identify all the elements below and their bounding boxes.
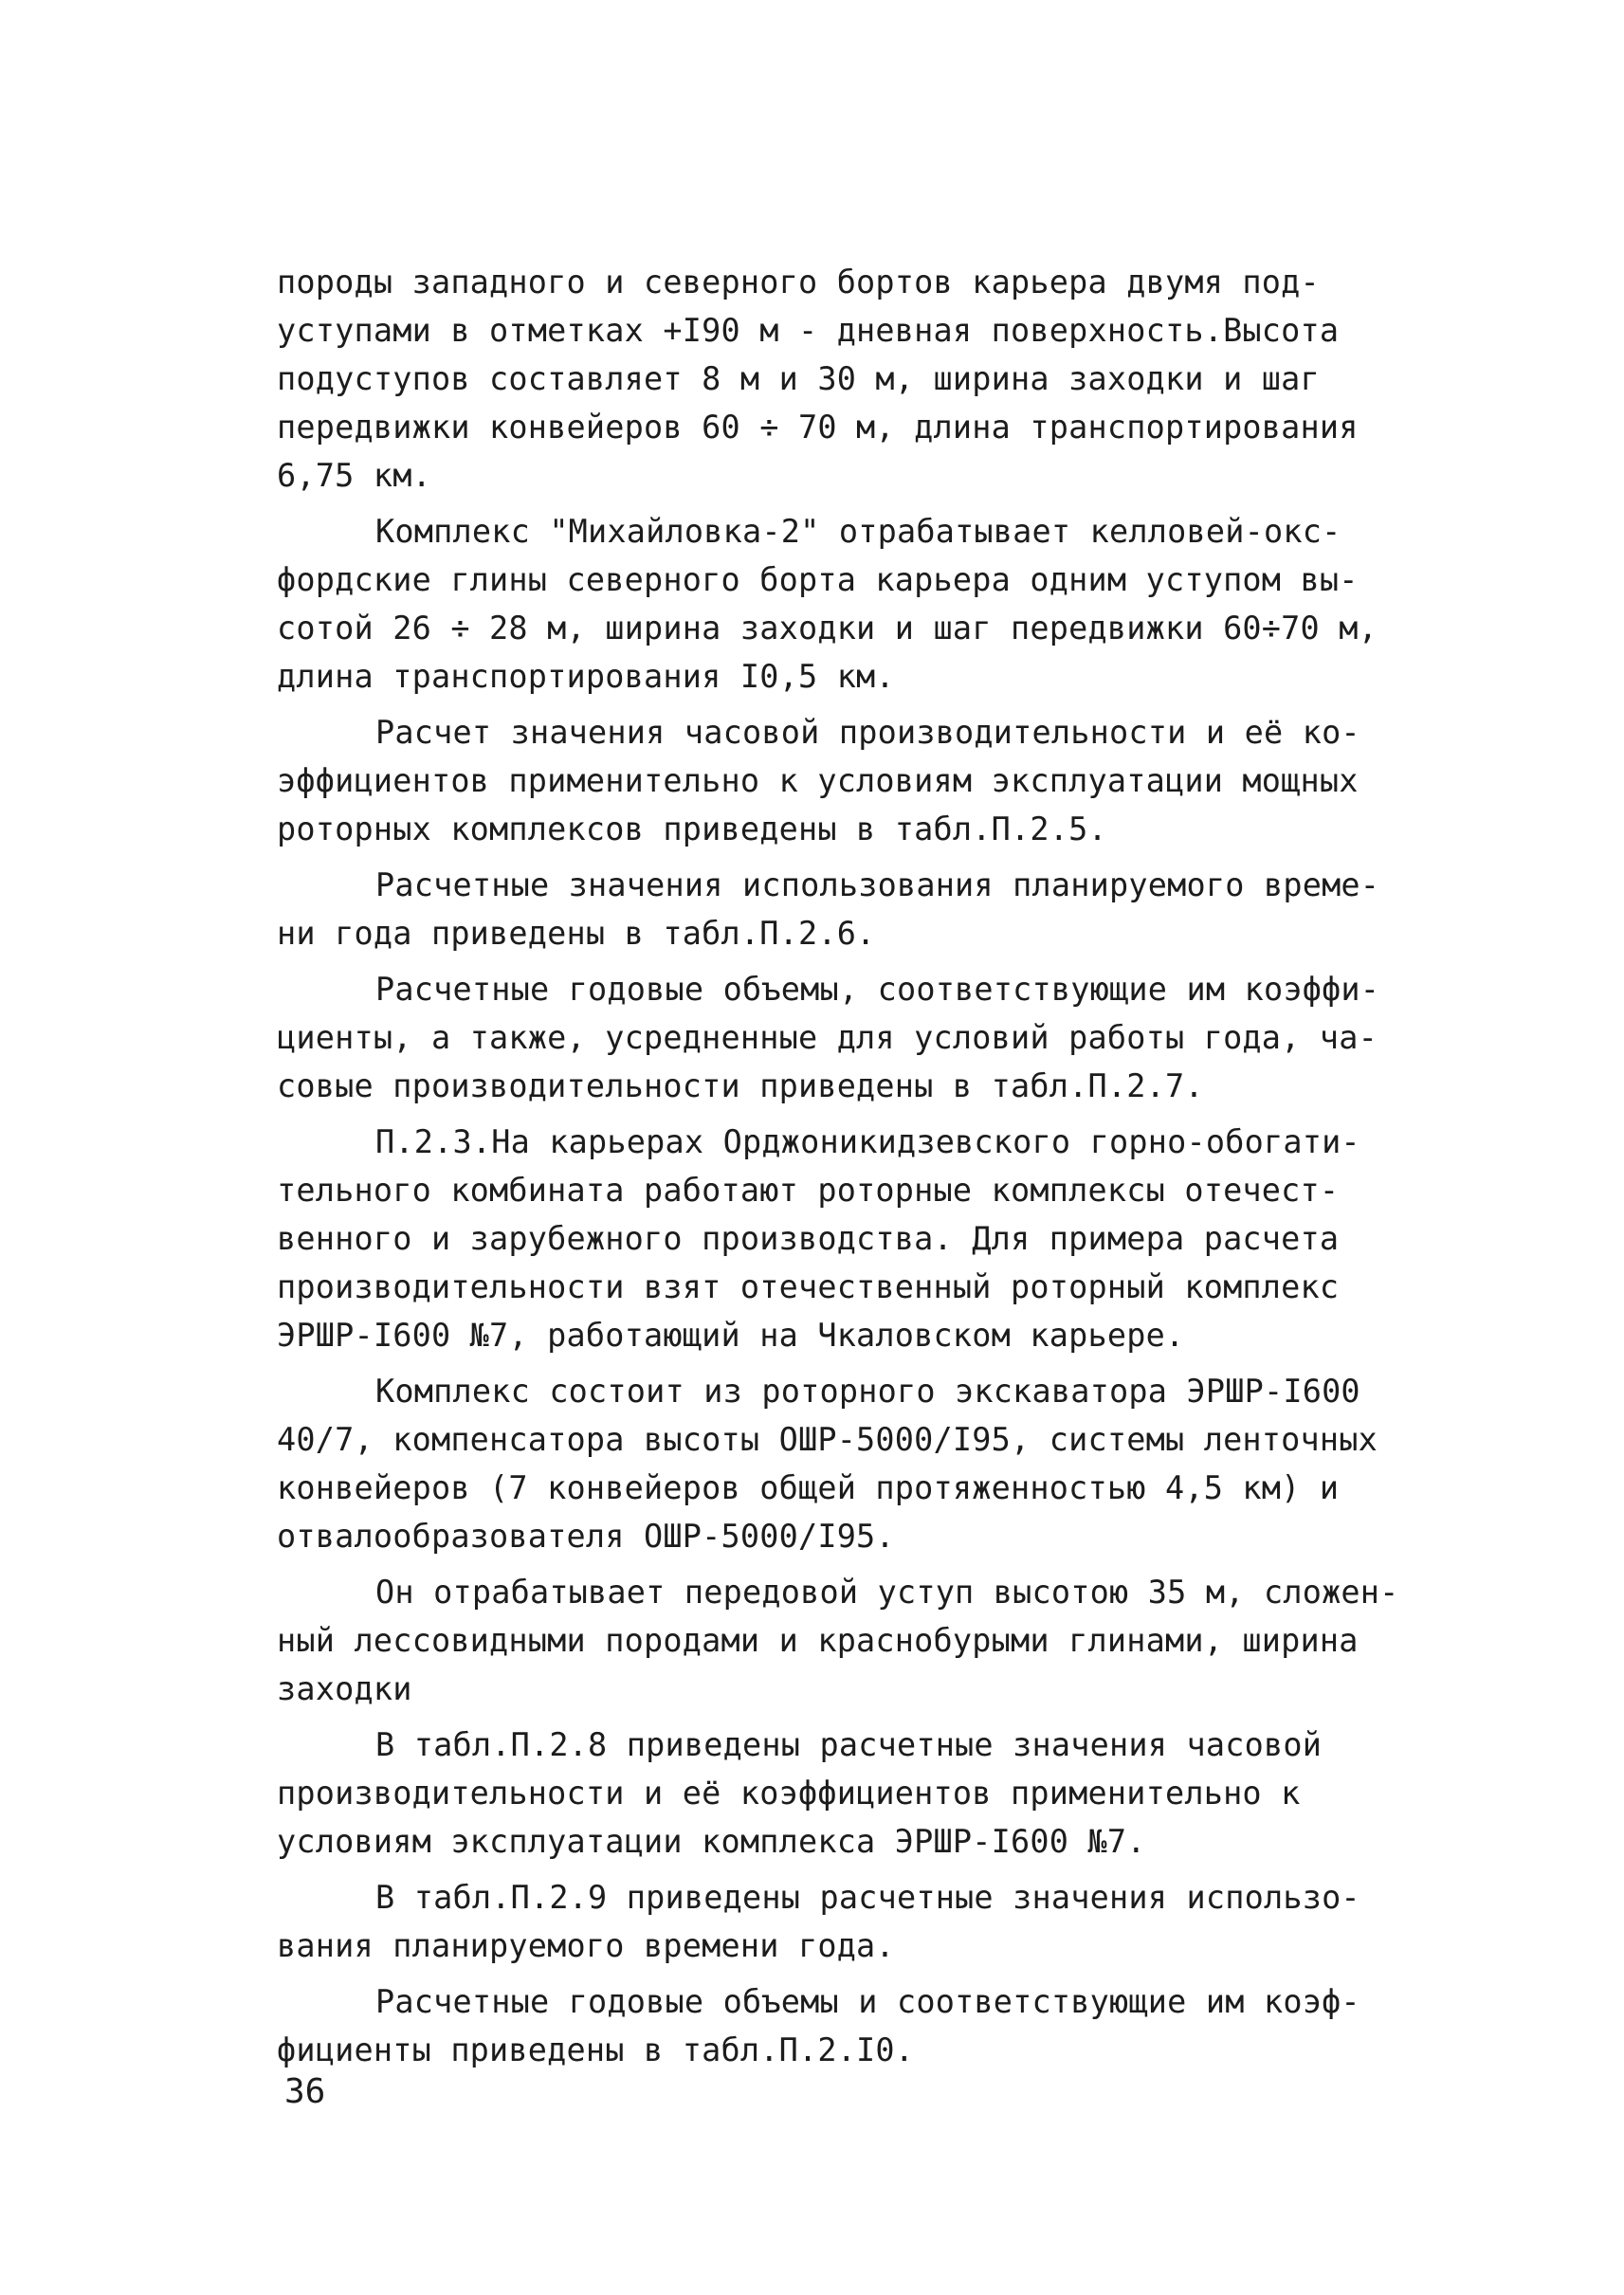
text-line: Комплекс состоит из роторного экскаватора ЭРШР-I600 [375,1373,1360,1410]
text-line: 40/7, компенсатора высоты ОШР-5000/I95, системы ленточных [277,1421,1378,1458]
text-line: конвейеров (7 конвейеров общей протяженностью 4,5 км) и [277,1469,1340,1506]
text-line: уступами в отметках +I90 м - дневная поверхность.Высота [277,312,1340,349]
text-line: тельного комбината работают роторные комплексы отечест- [277,1172,1340,1209]
text-line: вания планируемого времени года. [277,1927,895,1964]
text-line: Комплекс "Михайловка-2" отрабатывает келловей-окс- [375,513,1341,550]
text-line: передвижки конвейеров 60 ÷ 70 м, длина транспортирования [277,409,1359,446]
text-line: Расчетные годовые объемы, соответствующие им коэффи- [375,971,1380,1008]
text-line: сотой 26 ÷ 28 м, ширина заходки и шаг передвижки 60÷70 м, [277,610,1378,647]
text-line: производительности взят отечественный роторный комплекс [277,1268,1340,1305]
paragraph [277,1118,1396,1359]
text-line: ЭРШР-I600 №7, работающий на Чкаловском карьере. [277,1317,1185,1354]
text-line: подуступов составляет 8 м и 30 м, ширина заходки и шаг [277,360,1320,397]
text-line: ни года приведены в табл.П.2.6. [277,915,876,952]
text-line: В табл.П.2.8 приведены расчетные значения часовой [375,1726,1323,1763]
text-line: венного и зарубежного производства. Для примера расчета [277,1220,1340,1257]
text-line: Расчетные годовые объемы и соответствующие им коэф- [375,1983,1360,2020]
text-line: фициенты приведены в табл.П.2.I0. [277,2031,915,2068]
text-line: совые производительности приведены в табл.П.2.7. [277,1067,1204,1104]
text-line: отвалообразователя ОШР-5000/I95. [277,1518,895,1555]
text-line: эффициентов применительно к условиям эксплуатации мощных [277,762,1359,799]
paragraph [277,1568,1399,1713]
text-line: роторных комплексов приведены в табл.П.2.5. [277,811,1107,847]
page-number: 36 [284,2072,326,2111]
paragraph [277,507,1396,701]
text-line: Он отрабатывает передовой уступ высотою 35 м, сложен- [375,1574,1399,1611]
text-line: циенты, а также, усредненные для условий работы года, ча- [277,1019,1378,1056]
text-line: породы западного и северного бортов карьера двумя под- [277,264,1320,301]
paragraph [277,258,1396,500]
text-line: производительности и её коэффициентов применительно к [277,1775,1301,1812]
text-line: длина транспортирования I0,5 км. [277,658,895,695]
text-line: Расчет значения часовой производительности и её ко- [375,714,1360,751]
paragraph [277,708,1396,853]
paragraph [277,965,1396,1110]
paragraph [277,1367,1396,1560]
paragraph [277,1721,1396,1866]
text-line: ный лессовидными породами и краснобурыми глинами, ширина [277,1622,1359,1659]
text-line: 6,75 км. [277,457,431,494]
text-line: П.2.3.На карьерах Орджоникидзевского горно-обогати- [375,1123,1360,1160]
text-line: фордские глины северного борта карьера одним уступом вы- [277,561,1359,598]
text-line: Расчетные значения использования планируемого време- [375,866,1380,903]
text-line: условиям эксплуатации комплекса ЭРШР-I600 №7. [277,1823,1146,1860]
text-line: заходки [277,1670,412,1707]
paragraph [277,1977,1396,2074]
text-line: В табл.П.2.9 приведены расчетные значения использо- [375,1879,1360,1916]
body-text [277,258,1399,2082]
paragraph [277,861,1396,957]
paragraph [277,1873,1396,1970]
